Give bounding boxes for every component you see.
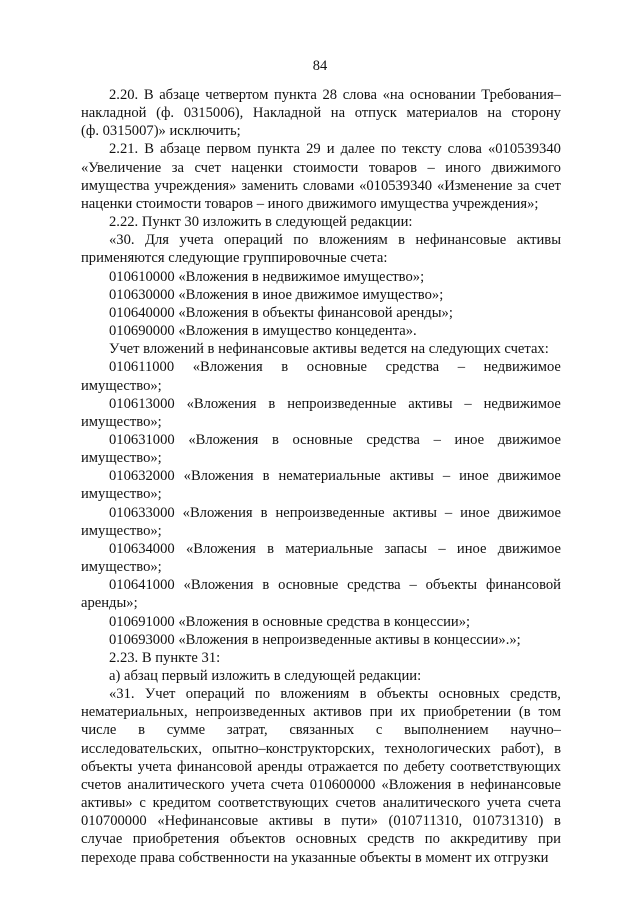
paragraph [81, 286, 561, 304]
text-line: 2.21. В абзаце первом пункта 29 и далее по тексту слова «010539340 [109, 141, 561, 158]
paragraph [81, 649, 561, 667]
paragraph [81, 431, 561, 467]
text-line: 010641000 «Вложения в основные средства – объекты финансовой [109, 577, 561, 594]
text-line: 010631000 «Вложения в основные средства – иное движимое [109, 431, 561, 448]
document-body [81, 86, 561, 867]
text-line: имущества учреждения» заменить словами «010539340 «Изменение за счет [81, 177, 561, 194]
paragraph [81, 304, 561, 322]
text-line: нематериальных, непроизведенных активов при их приобретении (в том [81, 704, 561, 721]
paragraph [81, 213, 561, 231]
text-line: имущество»; [81, 377, 162, 394]
paragraph [81, 231, 561, 267]
text-line: применяются следующие группировочные счета: [81, 250, 388, 267]
text-line: числе в сумме затрат, связанных с выполнением научно– [81, 722, 561, 739]
text-line: Учет вложений в нефинансовые активы ведется на следующих счетах: [109, 341, 549, 358]
text-line: исследовательских, опытно–конструкторских, технологических работ), в [81, 740, 561, 757]
text-line: 010700000 «Нефинансовые активы в пути» (010711310, 010731310) в [81, 813, 561, 830]
text-line: 010693000 «Вложения в непроизведенные активы в концессии».»; [109, 631, 521, 648]
paragraph [81, 576, 561, 612]
text-line: 010611000 «Вложения в основные средства – недвижимое [109, 359, 561, 376]
text-line: 010633000 «Вложения в непроизведенные активы – иное движимое [109, 504, 561, 521]
paragraph [81, 504, 561, 540]
text-line: 010634000 «Вложения в материальные запасы – иное движимое [109, 540, 561, 557]
text-line: 010613000 «Вложения в непроизведенные активы – недвижимое [109, 395, 561, 412]
page-number: 84 [312, 58, 328, 74]
text-line: «30. Для учета операций по вложениям в нефинансовые активы [109, 232, 561, 249]
text-line: 010690000 «Вложения в имущество концедента». [109, 323, 417, 340]
text-line: 010640000 «Вложения в объекты финансовой аренды»; [109, 304, 453, 321]
text-line: 2.20. В абзаце четвертом пункта 28 слова «на основании Требования– [109, 87, 561, 103]
text-line: наценки стоимости товаров – иного движимого имущества учреждения»; [81, 195, 539, 212]
text-line: «Увеличение за счет наценки стоимости товаров – иного движимого [81, 159, 561, 176]
paragraph [81, 268, 561, 286]
paragraph [81, 358, 561, 394]
text-line: 010691000 «Вложения в основные средства в концессии»; [109, 613, 471, 630]
text-line: «31. Учет операций по вложениям в объекты основных средств, [109, 686, 561, 703]
text-line: имущество»; [81, 413, 162, 430]
paragraph [81, 86, 561, 140]
paragraph [81, 322, 561, 340]
paragraph [81, 340, 561, 358]
text-line: случае приобретения объектов основных средств по аккредитиву при [81, 831, 561, 848]
paragraph [81, 685, 561, 867]
text-line: имущество»; [81, 486, 162, 503]
text-line: накладной (ф. 0315006), Накладной на отпуск материалов на сторону [81, 105, 561, 122]
text-line: имущество»; [81, 450, 162, 467]
text-line: переходе права собственности на указанные объекты в момент их отгрузки [81, 849, 549, 866]
text-line: счетов аналитического учета счета 010600000 «Вложения в нефинансовые [81, 776, 561, 793]
paragraph [81, 467, 561, 503]
text-line: 2.23. В пункте 31: [109, 649, 221, 666]
text-line: 010632000 «Вложения в нематериальные активы – иное движимое [109, 468, 561, 485]
text-line: имущество»; [81, 522, 162, 539]
paragraph [81, 631, 561, 649]
text-line: имущество»; [81, 559, 162, 576]
text-line: аренды»; [81, 595, 138, 612]
paragraph [81, 540, 561, 576]
text-line: объекты учета финансовой аренды отражается по дебету соответствующих [81, 758, 561, 775]
text-line: а) абзац первый изложить в следующей редакции: [109, 668, 422, 684]
text-line: 010630000 «Вложения в иное движимое имущество»; [109, 286, 444, 303]
paragraph [81, 395, 561, 431]
text-line: 2.22. Пункт 30 изложить в следующей редакции: [109, 214, 413, 231]
text-line: активы» с кредитом соответствующих счетов аналитического учета счета [81, 795, 561, 812]
paragraph [81, 667, 561, 685]
text-line: 010610000 «Вложения в недвижимое имущество»; [109, 268, 425, 285]
paragraph [81, 613, 561, 631]
paragraph [81, 140, 561, 213]
text-line: (ф. 0315007)» исключить; [81, 123, 241, 140]
